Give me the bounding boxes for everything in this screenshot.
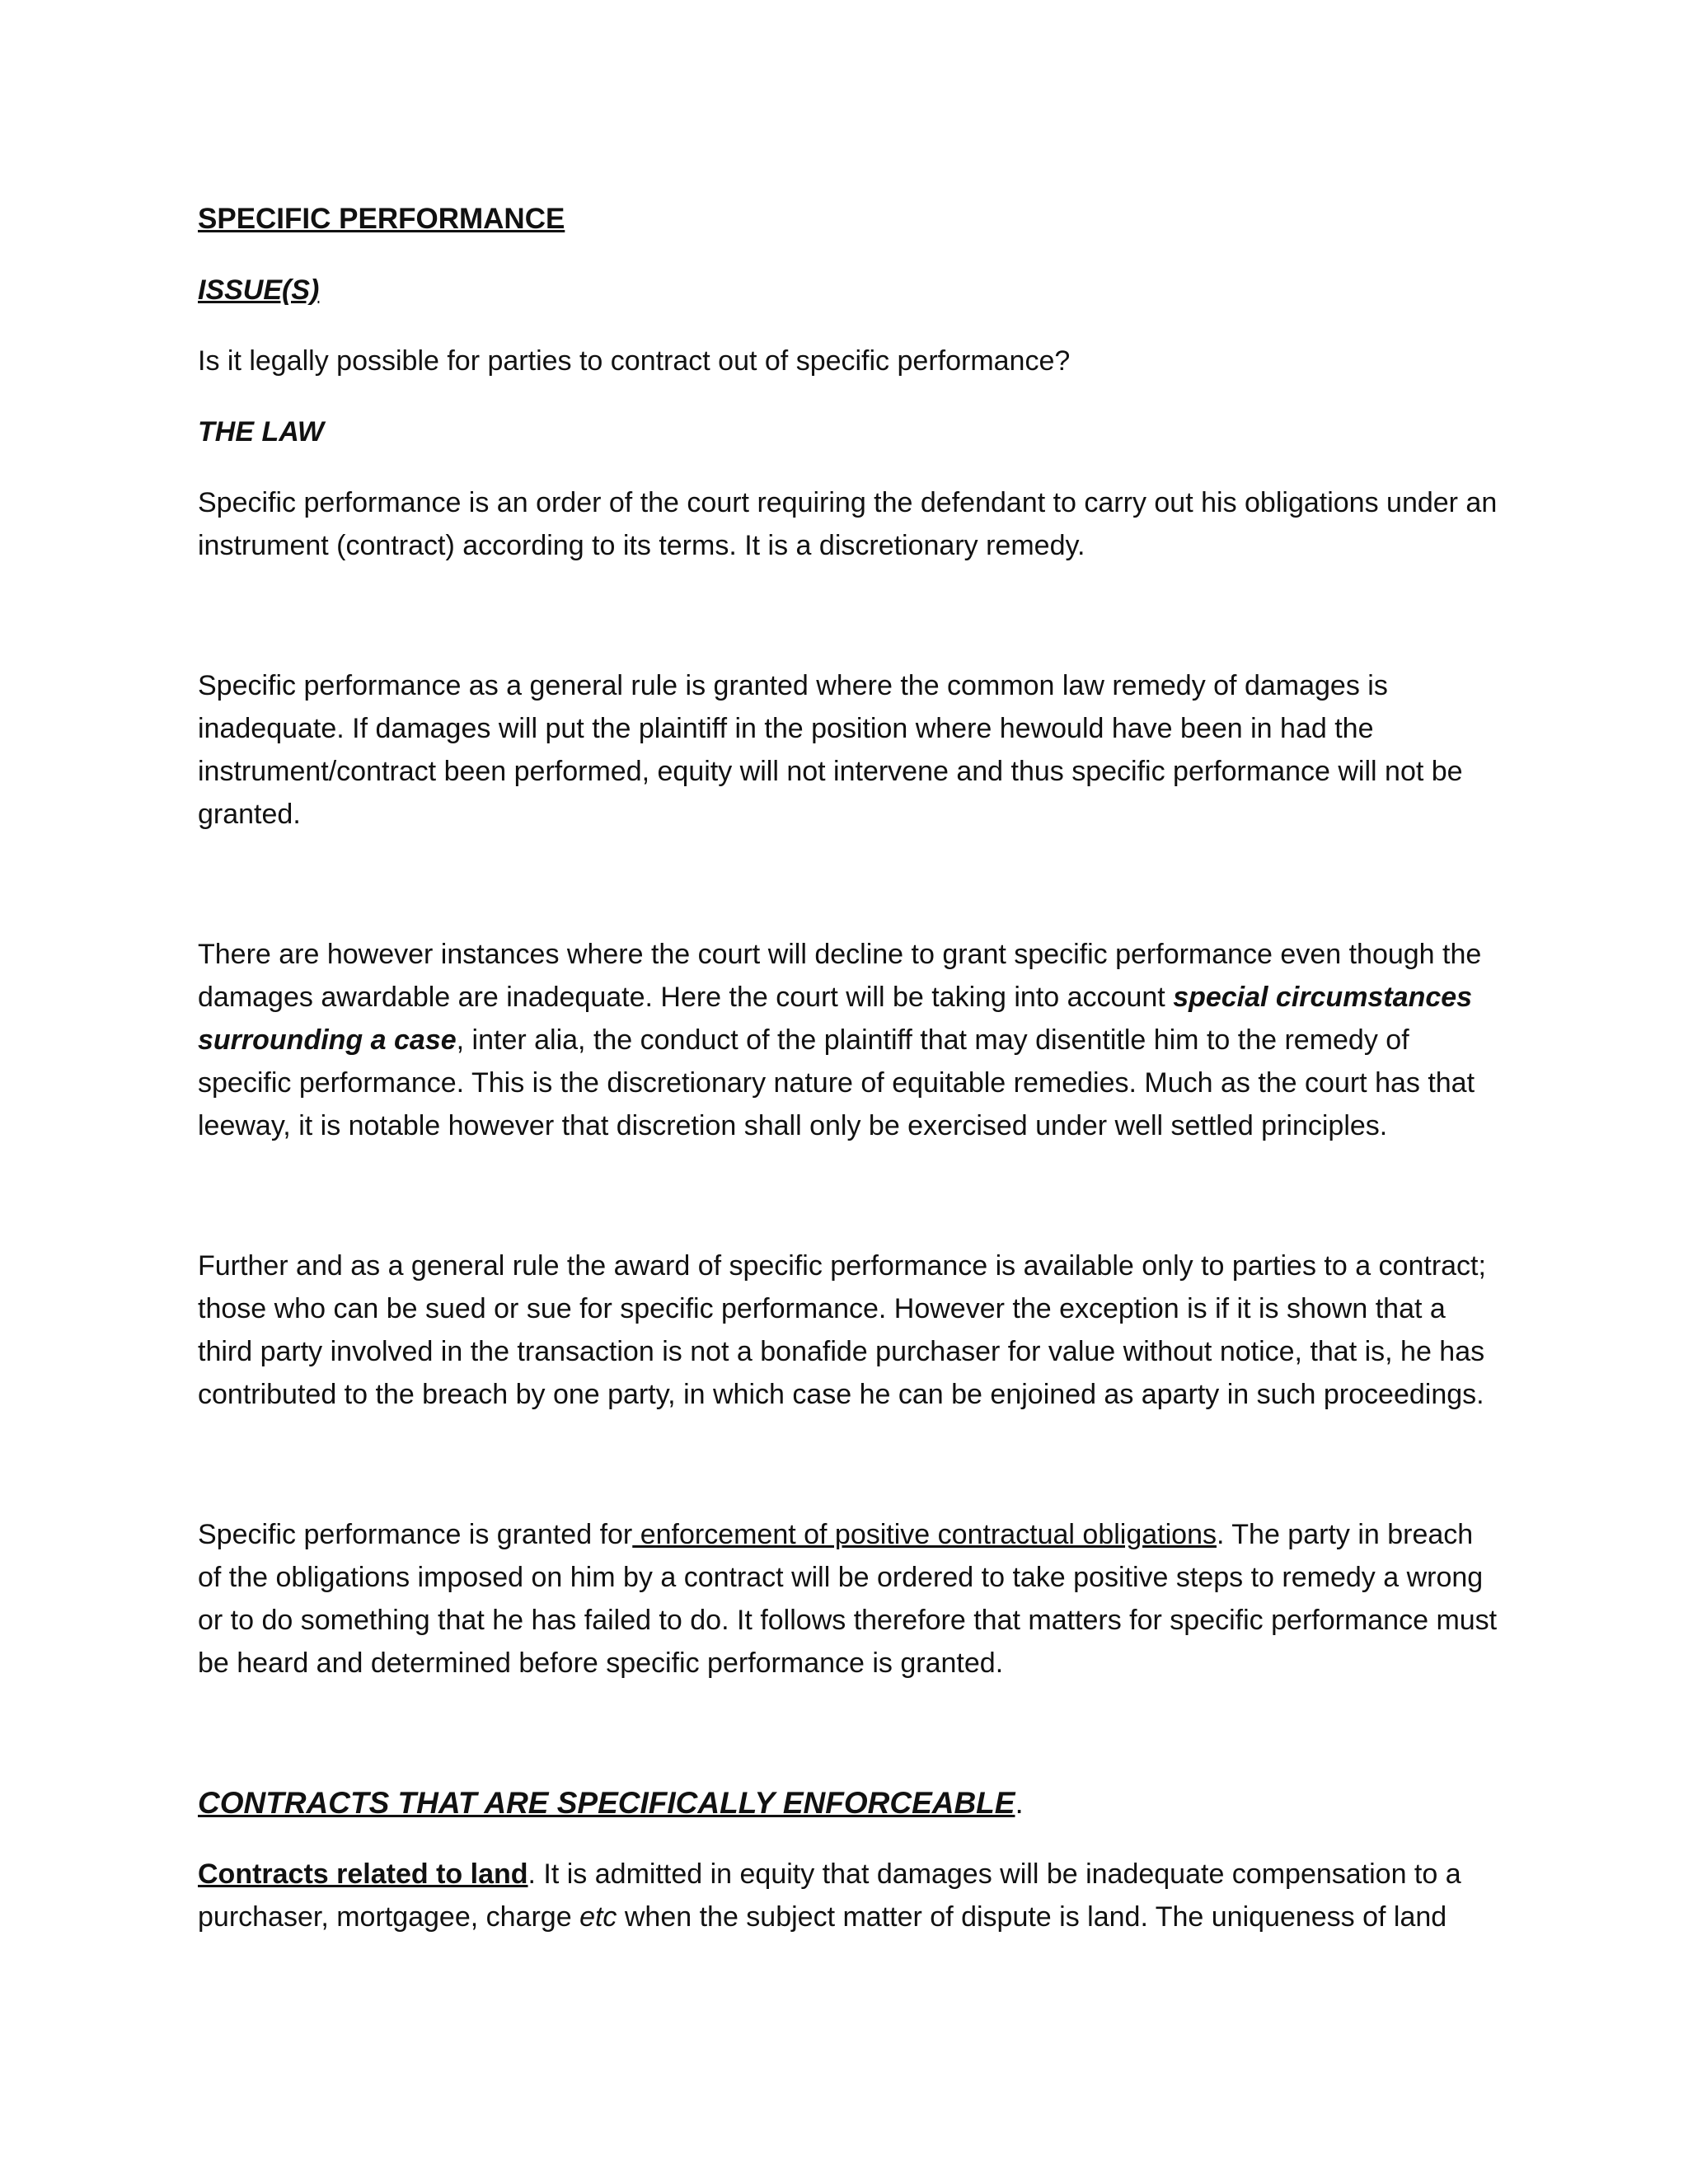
text-segment: when the subject matter of dispute is land. The uniqueness of land: [617, 1901, 1447, 1933]
paragraph-definition: Specific performance is an order of the court requiring the defendant to carry out his obligations under an instrument (contract) according to its terms. It is a discretionary remedy.: [198, 487, 1498, 561]
paragraph-parties: Further and as a general rule the award of specific performance is available only to parties to a contract; those who can be sued or sue for specific performance. However the exception is if it is shown that a third party involved in the transaction is not a bonafide purchaser for value without notice, that is, he has contributed to the breach by one party, in which case he can be enjoined as aparty in such proceedings.: [198, 1250, 1486, 1410]
text-segment: Specific performance is granted for: [198, 1519, 633, 1550]
italic-text: etc: [579, 1901, 617, 1933]
issue-question: Is it legally possible for parties to contract out of specific performance?: [198, 345, 1071, 377]
lead-term: Contracts related to land: [198, 1858, 528, 1890]
paragraph-discretion: [198, 933, 1500, 1147]
section-heading-dot: .: [1015, 1786, 1024, 1820]
paragraph-positive-obligations: [198, 1513, 1500, 1685]
document-title: SPECIFIC PERFORMANCE: [198, 203, 565, 235]
law-heading: THE LAW: [198, 416, 324, 448]
section-heading-text: CONTRACTS THAT ARE SPECIFICALLY ENFORCEABLE: [198, 1786, 1015, 1820]
text-segment: There are however instances where the court will decline to grant specific performance even though the damages awardable are inadequate. Here the court will be taking into account: [198, 939, 1482, 1013]
paragraph-land-contracts: [198, 1853, 1500, 1938]
underlined-text: enforcement of positive contractual obligations: [632, 1519, 1217, 1550]
paragraph-general-rule: Specific performance as a general rule is granted where the common law remedy of damages is inadequate. If damages will put the plaintiff in the position where hewould have been in had the instrument/contract been performed, equity will not intervene and thus specific performance will not be granted.: [198, 670, 1463, 830]
issue-heading: ISSUE(S): [198, 274, 320, 306]
document-page: [198, 198, 1500, 1938]
text-segment: . The party in breach of the obligations imposed on him by a contract will be ordered to take positive steps to remedy a wrong or to do something that he has failed to do. It follows therefore that matters for specific performance must be heard and determined before specific performance is granted.: [198, 1519, 1498, 1679]
emphasis-text: special circumstances surrounding a case: [198, 982, 1473, 1056]
text-segment: . It is admitted in equity that damages will be inadequate compensation to a purchaser, mortgagee, charge: [198, 1858, 1461, 1933]
section-heading: [198, 1782, 1500, 1825]
text-segment: , inter alia, the conduct of the plaintiff that may disentitle him to the remedy of specific performance. This is the discretionary nature of equitable remedies. Much as the court has that leeway, it is notable however that discretion shall only be exercised under well settled principles.: [198, 1024, 1475, 1141]
